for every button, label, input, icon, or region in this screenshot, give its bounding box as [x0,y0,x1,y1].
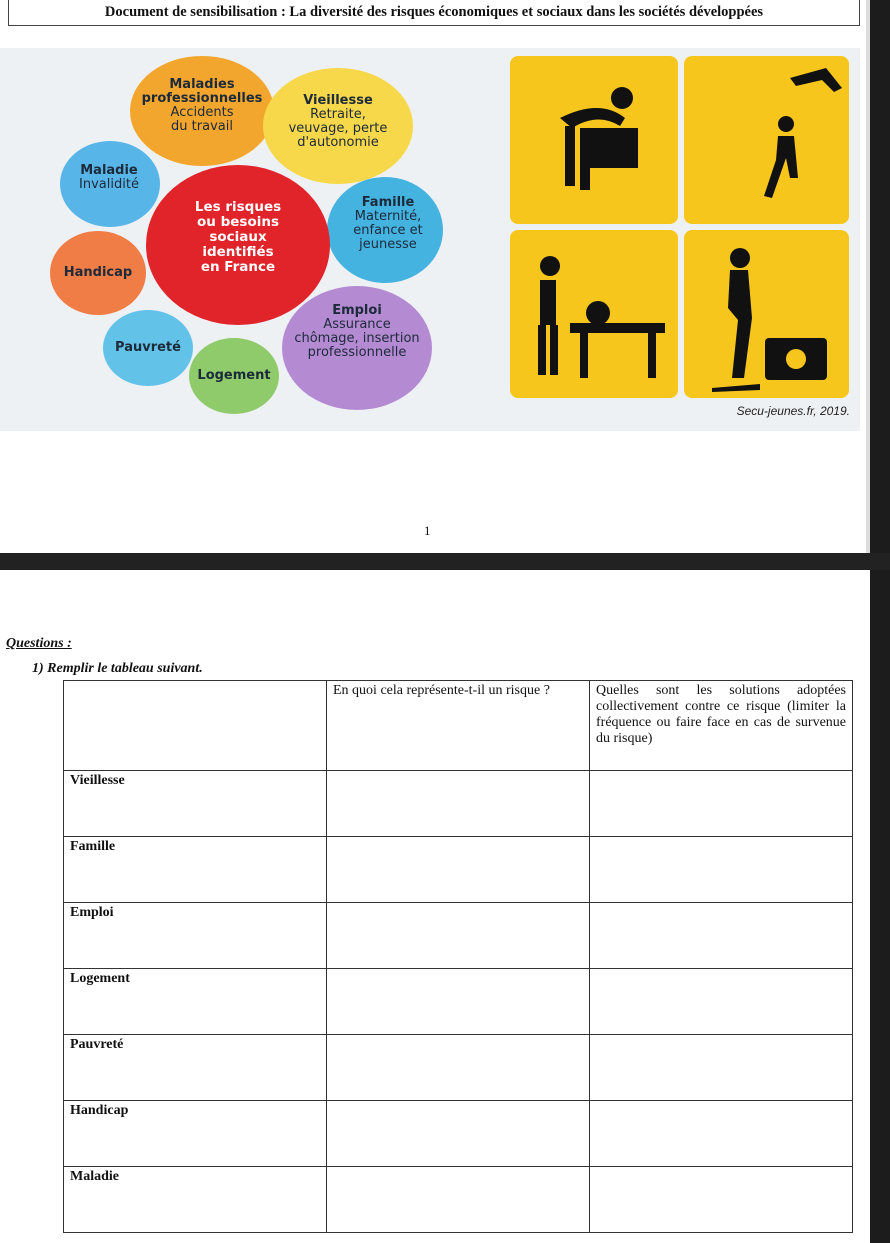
answer-cell-solutions[interactable] [590,903,853,969]
scan-border [870,0,890,1243]
answer-cell-solutions[interactable] [590,1035,853,1101]
table-row [64,903,853,969]
table-row [64,1101,853,1167]
table-row [64,771,853,837]
famille-body-3: jeunesse [359,237,417,252]
answer-cell-risk[interactable] [327,1101,590,1167]
page-separator [0,553,890,570]
famille-title: Famille [361,195,415,210]
risks-illustration [0,48,860,431]
answer-cell-solutions[interactable] [590,969,853,1035]
row-label: Maladie [64,1167,327,1233]
label-center [172,200,304,275]
handicap-title: Handicap [63,265,133,280]
center-line-5: en France [200,259,276,275]
row-label: Handicap [64,1101,327,1167]
vieillesse-body-2: veuvage, perte [288,121,388,136]
famille-body-2: enfance et [353,223,423,238]
illustration-credit: Secu-jeunes.fr, 2019. [736,404,850,418]
label-logement [192,369,276,383]
label-famille [336,196,440,252]
radioactive-symbol [786,349,806,369]
answer-cell-risk[interactable] [327,837,590,903]
answer-cell-risk[interactable] [327,1167,590,1233]
answer-cell-risk[interactable] [327,771,590,837]
center-line-2: ou besoins [197,214,279,230]
answer-cell-solutions[interactable] [590,837,853,903]
maladies-pro-title-1: Maladies [169,77,235,92]
row-label: Pauvreté [64,1035,327,1101]
header-cell-risk: En quoi cela représente-t-il un risque ? [327,681,590,771]
emploi-body-3: professionnelle [307,345,407,360]
answer-cell-risk[interactable] [327,969,590,1035]
maladie-title: Maladie [80,163,138,178]
label-pauvrete [108,341,188,355]
row-label: Vieillesse [64,771,327,837]
header-cell-solutions: Quelles sont les solutions adoptées collectivement contre ce risque (limiter la fréquence ou faire face en cas de survenue du risque) [590,681,853,771]
vieillesse-body-3: d'autonomie [297,135,379,150]
answer-table [63,680,853,1233]
famille-body-1: Maternité, [354,209,422,224]
table-header-row [64,681,853,771]
answer-cell-solutions[interactable] [590,771,853,837]
row-label: Emploi [64,903,327,969]
maladies-pro-body-2: du travail [171,119,233,134]
table-row [64,1035,853,1101]
center-line-4: identifiés [202,244,274,260]
vieillesse-title: Vieillesse [303,93,373,108]
center-line-1: Les risques [194,199,282,215]
vieillesse-body-1: Retraite, [310,107,366,122]
answer-cell-risk[interactable] [327,1035,590,1101]
maladie-body: Invalidité [79,177,139,192]
questions-heading: Questions : [6,636,72,651]
table-row [64,1167,853,1233]
answer-cell-solutions[interactable] [590,1167,853,1233]
label-handicap [54,266,142,280]
label-emploi [284,304,430,360]
maladies-pro-title-2: professionnelles [141,91,263,106]
center-line-3: sociaux [209,229,267,245]
row-label: Logement [64,969,327,1035]
header-cell-empty [64,681,327,771]
logement-title: Logement [197,368,271,383]
label-maladie [64,164,154,192]
document-title: Document de sensibilisation : La diversité des risques économiques et sociaux dans les sociétés développées [8,0,860,26]
answer-cell-risk[interactable] [327,903,590,969]
row-label: Famille [64,837,327,903]
label-vieillesse [276,94,400,150]
question-1: 1) Remplir le tableau suivant. [32,661,203,676]
table-row [64,969,853,1035]
table-row [64,837,853,903]
pauvrete-title: Pauvreté [115,340,181,355]
answer-cell-solutions[interactable] [590,1101,853,1167]
label-maladies-pro [136,78,268,134]
page-number: 1 [424,523,431,538]
emploi-body-2: chômage, insertion [294,331,420,346]
emploi-title: Emploi [332,303,382,318]
emploi-body-1: Assurance [323,317,391,332]
maladies-pro-body-1: Accidents [170,105,234,120]
